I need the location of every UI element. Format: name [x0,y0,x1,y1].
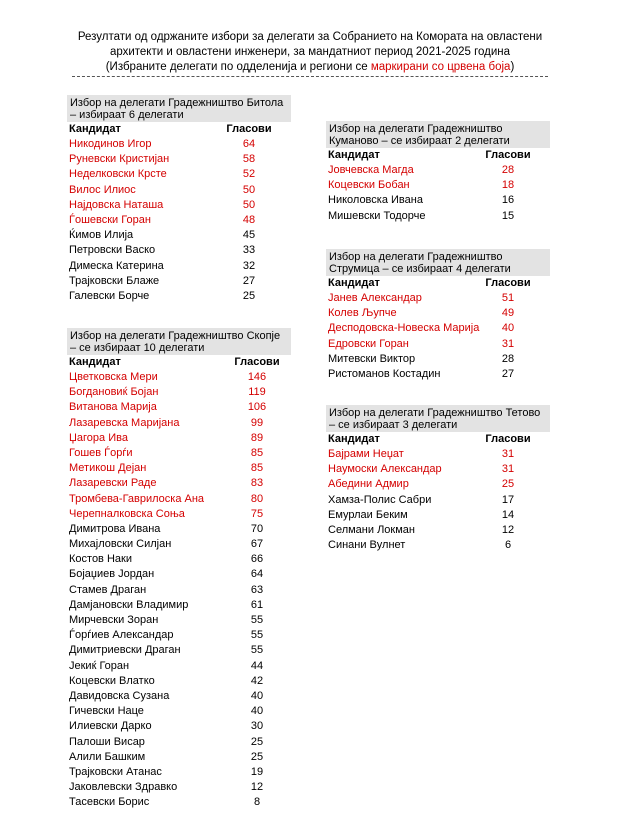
candidate-votes: 75 [250,507,264,520]
candidate-row [326,163,550,178]
candidate-row [326,493,550,508]
candidate-name: Наумоски Александар [328,463,442,476]
column-header [67,122,291,137]
candidate-row [67,385,291,400]
candidate-votes: 89 [250,431,264,444]
candidate-row [67,259,291,274]
candidate-votes: 25 [250,750,264,763]
candidate-name: Богдановиќ Бојан [69,386,159,399]
candidate-votes: 40 [250,705,264,718]
candidate-votes: 6 [504,539,512,552]
candidate-row [326,209,550,224]
candidate-name: Трајковски Атанас [69,765,162,778]
column-header-votes: Гласови [485,433,531,445]
candidate-name: Димитриевски Драган [69,644,181,657]
candidate-name: Јовчевска Магда [328,164,414,176]
candidate-row [67,183,291,198]
candidate-row [326,508,550,523]
section-title: Избор на делегати Градежништво Куманово – се избираат 2 делегати [326,121,550,148]
candidate-name: Тромбева-Гаврилоска Ана [69,492,205,505]
candidate-row [326,337,550,352]
candidate-row [67,289,291,304]
candidate-row [67,689,291,704]
candidate-name: Ќимов Илија [69,229,134,242]
candidate-name: Михајловски Силјан [69,538,172,551]
candidate-votes: 51 [501,292,515,304]
candidate-votes: 85 [250,462,264,475]
header-line-2: архитекти и овластени инженери, за мандатниот период 2021-2025 година [109,46,511,58]
candidate-row [67,750,291,765]
candidate-name: Петровски Васко [69,244,156,257]
column-header-votes: Гласови [485,149,531,161]
candidate-votes: 12 [501,523,515,536]
candidate-row [326,538,550,553]
column-header-candidate: Кандидат [69,356,121,368]
candidate-row [67,476,291,491]
candidate-name: Лазаревски Раде [69,477,157,490]
candidate-row [67,537,291,552]
column-header-candidate: Кандидат [328,433,380,445]
candidate-name: Џагора Ива [69,431,128,444]
candidate-votes: 12 [250,781,264,794]
header-line-3 [60,60,560,75]
candidate-row [326,447,550,462]
header-line-3-suffix: ) [510,61,515,73]
candidate-votes: 40 [501,322,515,335]
header-line-3-red: маркирани со црвена боја [370,61,511,73]
candidate-name: Јекиќ Горан [69,659,130,672]
candidate-name: Синани Вулнет [328,539,406,552]
candidate-row [67,719,291,734]
candidate-row [67,416,291,431]
candidate-votes: 49 [501,307,515,320]
candidate-row [67,461,291,476]
candidate-name: Черепналковска Соња [69,507,185,520]
candidate-name: Руневски Кристијан [69,153,170,166]
candidate-votes: 106 [247,401,267,414]
candidate-name: Николовска Ивана [328,194,423,207]
candidate-votes: 32 [242,259,256,272]
candidate-votes: 18 [501,179,515,192]
candidate-name: Илиевски Дарко [69,720,152,733]
candidate-row [67,552,291,567]
section-title: Избор на делегати Градежништво Битола – избираат 6 делегати [67,95,291,122]
candidate-votes: 70 [250,522,264,535]
candidate-votes: 28 [501,164,515,176]
dashed-divider [72,76,548,77]
candidate-name: Алили Башким [69,750,146,763]
candidate-row [67,431,291,446]
candidate-row [67,213,291,228]
candidate-votes: 80 [250,492,264,505]
candidate-votes: 85 [250,446,264,459]
candidate-votes: 16 [501,194,515,207]
candidate-row [67,137,291,152]
candidate-votes: 52 [242,168,256,181]
section-title: Избор на делегати Градежништво Струмица – се избираат 4 делегати [326,249,550,276]
candidate-name: Гошев Ѓорѓи [69,446,133,459]
candidate-votes: 44 [250,659,264,672]
candidate-votes: 31 [501,463,515,476]
candidate-name: Ристоманов Костадин [328,367,441,380]
candidate-row [67,522,291,537]
candidate-name: Метикош Дејан [69,462,147,475]
column-header [67,355,291,370]
candidate-votes: 40 [250,689,264,702]
candidate-votes: 15 [501,209,515,222]
candidate-name: Јанев Александар [328,292,422,304]
candidate-name: Хамза-Полис Сабри [328,493,432,506]
candidate-row [67,228,291,243]
candidate-name: Селмани Локман [328,523,415,536]
candidate-name: Костов Наки [69,553,132,566]
candidate-votes: 33 [242,244,256,257]
candidate-row [67,659,291,674]
candidate-name: Давидовска Сузана [69,689,170,702]
candidate-name: Јаковлевски Здравко [69,781,178,794]
candidate-votes: 25 [250,735,264,748]
candidate-votes: 66 [250,553,264,566]
candidate-name: Димитрова Ивана [69,522,161,535]
candidate-name: Вилос Илиос [69,183,136,196]
candidate-name: Лазаревска Маријана [69,416,180,429]
candidate-votes: 55 [250,644,264,657]
candidate-row [67,795,291,810]
candidate-name: Абедини Адмир [328,478,409,491]
candidate-row [67,704,291,719]
candidate-name: Емурлаи Беким [328,508,408,521]
candidate-votes: 17 [501,493,515,506]
candidate-row [67,628,291,643]
candidate-row [326,306,550,321]
candidate-row [326,193,550,208]
header-line-1: Резултати од одржаните избори за делегати за Собранието на Комората на овластени [77,31,543,43]
candidate-row [67,735,291,750]
candidate-row [67,567,291,582]
candidate-votes: 45 [242,229,256,242]
candidate-row [326,321,550,336]
candidate-votes: 67 [250,538,264,551]
candidate-name: Најдовска Наташа [69,198,164,211]
section-bitola [67,95,291,304]
candidate-row [326,291,550,306]
candidate-votes: 146 [247,371,267,383]
candidate-votes: 31 [501,337,515,350]
candidate-row [326,178,550,193]
candidate-name: Едровски Горан [328,337,409,350]
column-header-votes: Гласови [226,123,272,135]
candidate-row [67,643,291,658]
candidate-votes: 27 [242,274,256,287]
candidate-row [67,780,291,795]
candidate-row [67,370,291,385]
candidate-row [326,462,550,477]
section-skopje [67,328,291,810]
candidate-name: Никодинов Игор [69,138,152,150]
candidate-votes: 63 [250,583,264,596]
candidate-name: Ѓошевски Горан [69,213,151,226]
candidate-votes: 8 [253,796,261,809]
candidate-votes: 50 [242,198,256,211]
candidate-row [67,674,291,689]
candidate-row [326,477,550,492]
candidate-name: Ѓорѓиев Александар [69,629,174,642]
candidate-row [326,523,550,538]
candidate-row [67,446,291,461]
candidate-votes: 55 [250,629,264,642]
candidate-name: Бојаџиев Јордан [69,568,155,581]
candidate-votes: 19 [250,765,264,778]
candidate-row [67,274,291,289]
candidate-votes: 55 [250,614,264,626]
candidate-votes: 64 [242,138,256,150]
candidate-row [67,167,291,182]
section-strumica [326,249,550,382]
candidate-name: Димеска Катерина [69,259,164,272]
candidate-name: Стамев Драган [69,583,147,596]
section-tetovo [326,405,550,553]
header-line-3-prefix: (Избраните делегати по одделенија и региони се [105,61,371,73]
section-title: Избор на делегати Градежништво Тетово – се избираат 3 делегати [326,405,550,432]
candidate-name: Митевски Виктор [328,352,416,365]
candidate-votes: 64 [250,568,264,581]
column-header [326,432,550,447]
candidate-name: Тасевски Борис [69,796,150,809]
section-kumanovo [326,121,550,224]
candidate-votes: 42 [250,674,264,687]
candidate-votes: 50 [242,183,256,196]
column-header-candidate: Кандидат [328,149,380,161]
candidate-votes: 58 [242,153,256,166]
candidate-votes: 14 [501,508,515,521]
candidate-name: Коцевски Бобан [328,179,410,192]
candidate-name: Мишевски Тодорче [328,209,426,222]
candidate-name: Неделковски Крсте [69,168,167,181]
candidate-name: Трајковски Блаже [69,274,160,287]
candidate-row [67,583,291,598]
candidate-name: Дамјановски Владимир [69,598,189,611]
candidate-name: Десподовска-Новеска Марија [328,322,480,335]
document-header [60,30,560,75]
candidate-votes: 25 [501,478,515,491]
candidate-name: Коцевски Влатко [69,674,155,687]
candidate-name: Колев Љупче [328,307,397,320]
candidate-votes: 30 [250,720,264,733]
candidate-row [67,613,291,628]
candidate-row [67,492,291,507]
column-header-votes: Гласови [485,277,531,289]
column-header [326,276,550,291]
candidate-votes: 119 [248,386,266,399]
candidate-row [67,152,291,167]
candidate-row [67,400,291,415]
candidate-votes: 83 [250,477,264,490]
candidate-name: Бајрами Неџат [328,448,404,460]
candidate-votes: 61 [250,598,264,611]
candidate-name: Гичевски Наце [69,705,144,718]
candidate-votes: 31 [501,448,515,460]
section-title: Избор на делегати Градежништво Скопје – се избираат 10 делегати [67,328,291,355]
candidate-name: Витанова Марија [69,401,157,414]
candidate-row [67,198,291,213]
candidate-row [326,367,550,382]
candidate-votes: 99 [250,416,264,429]
candidate-votes: 27 [501,367,515,380]
candidate-name: Палоши Висар [69,735,145,748]
candidate-row [67,507,291,522]
candidate-name: Мирчевски Зоран [69,614,159,626]
column-header-candidate: Кандидат [328,277,380,289]
candidate-name: Цветковска Мери [69,371,158,383]
column-header-candidate: Кандидат [69,123,121,135]
column-header-votes: Гласови [234,356,280,368]
candidate-name: Галевски Борче [69,289,150,302]
candidate-votes: 28 [501,352,515,365]
candidate-row [67,243,291,258]
column-header [326,148,550,163]
candidate-votes: 48 [242,213,256,226]
candidate-row [67,598,291,613]
candidate-row [326,352,550,367]
candidate-row [67,765,291,780]
candidate-votes: 25 [242,289,256,302]
